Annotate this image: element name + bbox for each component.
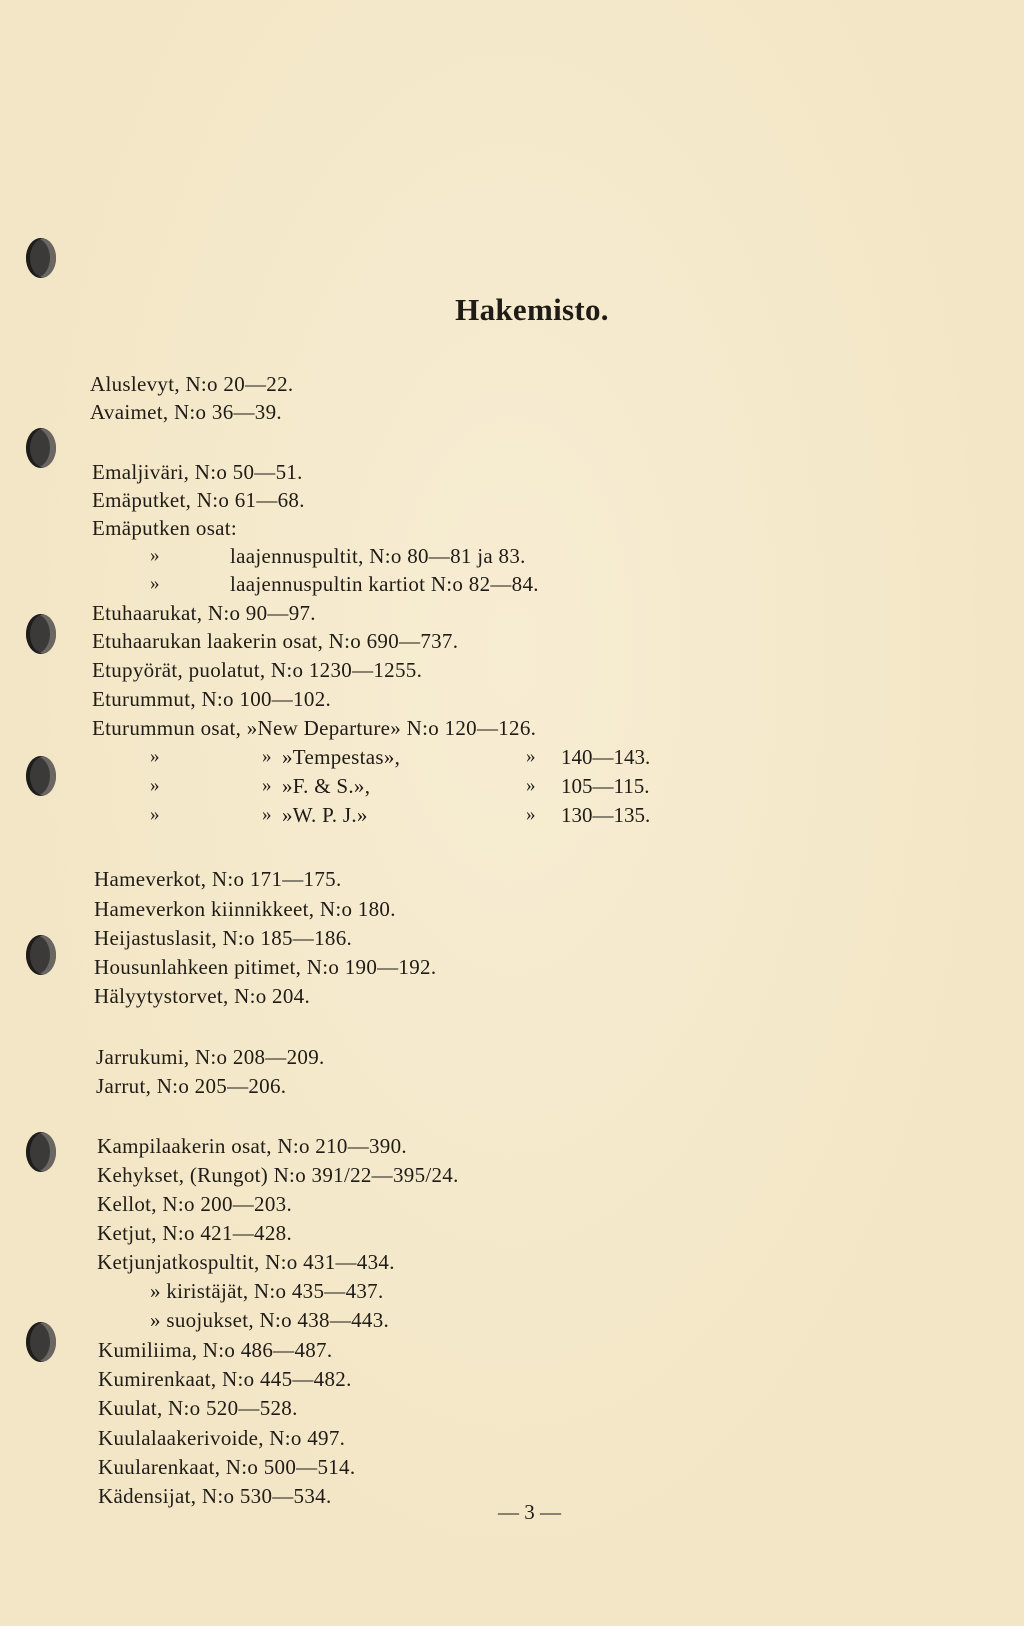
index-entry: Emaljiväri, N:o 50—51.	[92, 460, 303, 484]
ditto-mark: »	[262, 804, 272, 825]
index-entry: Avaimet, N:o 36—39.	[90, 400, 282, 424]
binder-hole	[26, 1132, 56, 1172]
ditto-mark: »	[150, 746, 160, 767]
ditto-mark: »	[150, 775, 160, 796]
index-entry: Ketjunjatkospultit, N:o 431—434.	[97, 1250, 395, 1274]
ditto-mark: »	[526, 746, 536, 767]
index-entry-name: »Tempestas»,	[282, 745, 401, 769]
binder-hole	[26, 238, 56, 278]
index-entry: Etupyörät, puolatut, N:o 1230—1255.	[92, 658, 423, 682]
index-entry: Kuulalaakerivoide, N:o 497.	[98, 1426, 346, 1450]
index-entry-number: 140—143.	[561, 745, 651, 769]
ditto-mark: »	[150, 545, 160, 566]
index-entry-number: 105—115.	[561, 774, 650, 798]
index-entry: Eturummut, N:o 100—102.	[92, 687, 332, 711]
index-entry: Aluslevyt, N:o 20—22.	[90, 372, 294, 396]
index-entry: Hameverkot, N:o 171—175.	[94, 867, 342, 891]
ditto-mark: »	[150, 804, 160, 825]
binder-hole	[26, 935, 56, 975]
index-entry: » suojukset, N:o 438—443.	[150, 1308, 390, 1332]
index-entry: Jarrukumi, N:o 208—209.	[96, 1045, 325, 1069]
binder-hole	[26, 614, 56, 654]
binder-hole	[26, 756, 56, 796]
binder-hole	[26, 1322, 56, 1362]
index-entry: Ketjut, N:o 421—428.	[97, 1221, 292, 1245]
index-entry: Kumirenkaat, N:o 445—482.	[98, 1367, 352, 1391]
index-entry: Kumiliima, N:o 486—487.	[98, 1338, 333, 1362]
binder-hole	[26, 428, 56, 468]
index-entry: Jarrut, N:o 205—206.	[96, 1074, 287, 1098]
index-entry: laajennuspultit, N:o 80—81 ja 83.	[230, 544, 526, 568]
index-entry-name: »W. P. J.»	[282, 803, 368, 827]
index-entry: Etuhaarukan laakerin osat, N:o 690—737.	[92, 629, 459, 653]
index-entry: Emäputket, N:o 61—68.	[92, 488, 305, 512]
index-entry-name: »F. & S.»,	[282, 774, 371, 798]
index-entry: Kehykset, (Rungot) N:o 391/22—395/24.	[97, 1163, 459, 1187]
index-entry: Housunlahkeen pitimet, N:o 190—192.	[94, 955, 437, 979]
index-entry: Hameverkon kiinnikkeet, N:o 180.	[94, 897, 396, 921]
index-entry: laajennuspultin kartiot N:o 82—84.	[230, 572, 539, 596]
index-entry: Hälyytystorvet, N:o 204.	[94, 984, 311, 1008]
index-entry: Emäputken osat:	[92, 516, 238, 540]
ditto-mark: »	[150, 573, 160, 594]
ditto-mark: »	[262, 746, 272, 767]
index-entry: Kuulat, N:o 520—528.	[98, 1396, 298, 1420]
index-entry: Etuhaarukat, N:o 90—97.	[92, 601, 316, 625]
index-entry: Eturummun osat, »New Departure» N:o 120—126.	[92, 716, 537, 740]
index-entry-number: 130—135.	[561, 803, 651, 827]
ditto-mark: »	[526, 775, 536, 796]
page-number: — 3 —	[498, 1500, 561, 1524]
ditto-mark: »	[526, 804, 536, 825]
index-entry: Heijastuslasit, N:o 185—186.	[94, 926, 353, 950]
page-title: Hakemisto.	[455, 292, 609, 327]
index-entry: Kuularenkaat, N:o 500—514.	[98, 1455, 356, 1479]
index-entry: Kellot, N:o 200—203.	[97, 1192, 292, 1216]
index-entry: » kiristäjät, N:o 435—437.	[150, 1279, 384, 1303]
index-entry: Kampilaakerin osat, N:o 210—390.	[97, 1134, 407, 1158]
index-entry: Kädensijat, N:o 530—534.	[98, 1484, 332, 1508]
ditto-mark: »	[262, 775, 272, 796]
